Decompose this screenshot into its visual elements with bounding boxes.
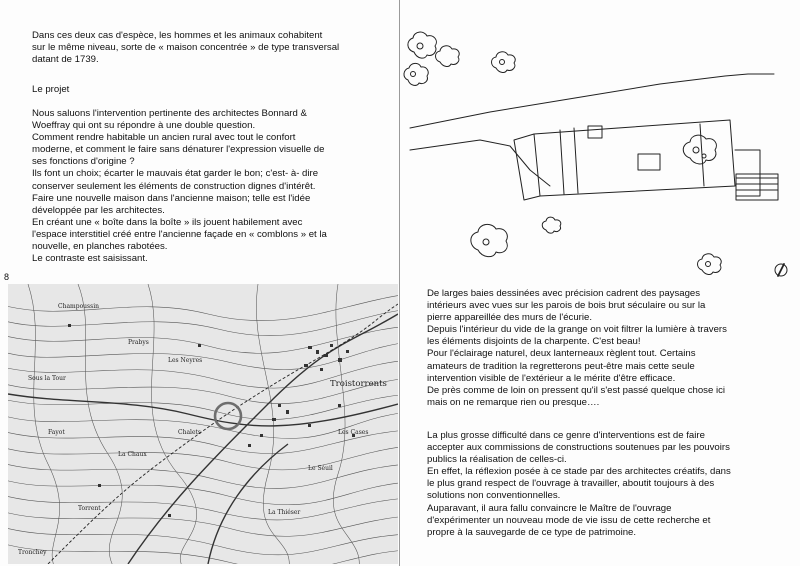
text-line: conserver seulement les éléments de construction dignes d'intérêt.: [32, 180, 316, 192]
text-line: développée par les architectes.: [32, 204, 165, 216]
text-line: publics la réalisation de celles-ci.: [427, 454, 567, 466]
text-line: accepter aux commissions de constructions soutenues par les pouvoirs: [427, 442, 730, 454]
tree-icon: [404, 63, 428, 85]
map-label: La Thiéser: [268, 509, 301, 516]
map-label: Prabys: [128, 339, 149, 346]
text-line: le plus grand respect de l'ouvrage à travailler, aboutit toujours à des: [427, 478, 715, 490]
map-label: Le Séuil: [308, 465, 333, 472]
text-line: De larges baies dessinées avec précision cadrent des paysages: [427, 288, 701, 299]
topographic-map: [8, 284, 398, 564]
difficulty-paragraph: [427, 430, 767, 539]
text-line: intervention visible de l'extérieur a le mérite d'être efficace.: [427, 372, 676, 384]
map-label: Les Cases: [338, 429, 369, 436]
text-line: Nous saluons l'intervention pertinente des architectes Bonnard &: [32, 108, 307, 119]
tree-icon: [436, 46, 460, 67]
text-line: pierre appareillée des murs de l'écurie.: [427, 312, 593, 324]
text-line: sur le même niveau, sorte de « maison concentrée » de type transversal: [32, 42, 340, 54]
section-heading-text: Le projet: [32, 84, 70, 95]
map-label: Tronchey: [18, 549, 47, 556]
intro-paragraph: [32, 30, 370, 66]
tree-icon: [698, 254, 722, 275]
road-outline: [410, 140, 550, 186]
text-line: Ils font un choix; écarter le mauvais état garder le bon; c'est- à- dire: [32, 168, 319, 180]
map-label: Champoussin: [58, 303, 99, 310]
text-line: De près comme de loin on pressent qu'il s'est passé quelque chose ici: [427, 384, 726, 396]
text-line: Dans ces deux cas d'espèce, les hommes et les animaux cohabitent: [32, 30, 323, 41]
text-line: En créant une « boîte dans la boîte » ils jouent habilement avec: [32, 216, 303, 228]
map-label: Troistorrents: [330, 379, 387, 389]
text-line: amateurs de tradition la regretterons peut-être mais cette seule: [427, 360, 695, 372]
text-line: datant de 1739.: [32, 54, 99, 66]
text-line: propre à la sauvegarde de ce type de patrimoine.: [427, 526, 637, 538]
map-label: Torrent: [78, 505, 101, 512]
project-paragraph: [32, 108, 370, 265]
text-line: l'espace interstitiel créé entre l'ancienne façade en « comblons » et la: [32, 228, 327, 240]
map-label: Chalets: [178, 429, 201, 436]
tree-icon: [408, 32, 437, 58]
text-line: d'expérimenter un nouveau mode de vie issu de cette recherche et: [427, 514, 711, 526]
text-line: solutions non conventionnelles.: [427, 490, 561, 502]
map-label: La Chaux: [118, 451, 147, 458]
section-heading: [32, 84, 370, 96]
map-label: Les Neyres: [168, 357, 203, 364]
text-line: La plus grosse difficulté dans ce genre d'interventions est de faire: [427, 430, 705, 441]
tree-icon: [542, 217, 561, 233]
text-line: ses fonctions d'origine ?: [32, 156, 135, 168]
text-line: Auparavant, il aura fallu convaincre le Maître de l'ouvrage: [427, 502, 672, 514]
text-line: nouvelle, en planches rabotées.: [32, 241, 168, 253]
tree-icon: [492, 52, 516, 73]
text-line: Comment rendre habitable un ancien rural avec tout le confort: [32, 132, 296, 144]
text-line: mais on ne remarque rien ou presque….: [427, 396, 600, 408]
text-line: intérieurs avec vues sur les parois de bois brut séculaire ou sur la: [427, 300, 706, 312]
tree-icon: [471, 224, 508, 256]
north-arrow-icon: [775, 264, 787, 276]
road-outline: [410, 74, 774, 128]
text-line: Le contraste est saisissant.: [32, 253, 148, 265]
map-label: Fayot: [48, 429, 65, 436]
text-line: Woeffray qui ont su répondre à une double question.: [32, 120, 256, 132]
text-line: moderne, et comment le faire sans dénaturer l'expression visuelle de: [32, 144, 325, 156]
page-number: 8: [4, 272, 10, 282]
text-line: les éléments disjoints de la charpente. C'est beau!: [427, 336, 641, 348]
building-plan: [514, 120, 760, 200]
text-line: En effet, la réflexion posée à ce stade par des architectes créatifs, dans: [427, 466, 731, 478]
text-line: Pour l'éclairage naturel, deux lanterneaux règlent tout. Certains: [427, 348, 696, 360]
text-line: Depuis l'intérieur du vide de la grange on voit filtrer la lumière à travers: [427, 324, 727, 336]
tree-icon: [683, 135, 716, 164]
site-plan-drawing: [400, 0, 800, 290]
map-label: Sous la Tour: [28, 375, 66, 382]
text-line: Faire une nouvelle maison dans l'ancienne maison; telle est l'idée: [32, 192, 311, 204]
light-paragraph: [427, 288, 767, 409]
